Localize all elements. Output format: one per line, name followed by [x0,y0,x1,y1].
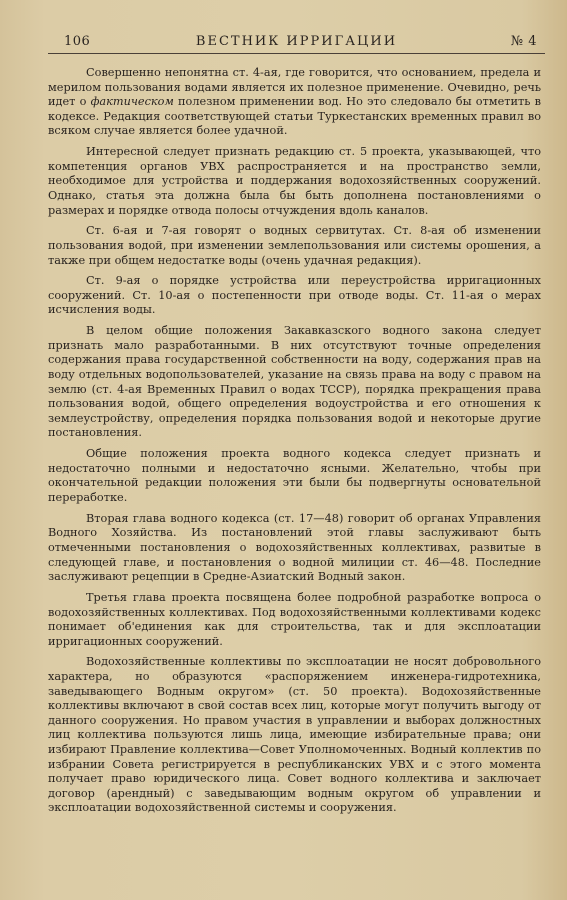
emphasized-word: фактическом [90,95,174,109]
paragraph: Общие положения проекта водного кодекса следует признать и недостаточно полными и недостаточно ясными. Желательно, чтобы при окончательной редакции положения эти были бы подвергнуты основательной переработке. [48,447,541,504]
paragraph: Ст. 9-ая о порядке устройства или переустройства ирригационных сооружений. Ст. 10-ая о постепенности при отводе воды. Ст. 11-ая о мерах исчисления воды. [48,274,541,317]
paragraph: Интересной следует признать редакцию ст. 5 проекта, указывающей, что компетенция органов УВХ распространяется и на пространство земли, необходимое для устройства и поддержания водохозяйственных сооружений. Однако, статья эта должна была бы быть дополнена постановлениями о размерах и порядке отвода полосы отчуждения вдоль каналов. [48,145,541,217]
paragraph: Водохозяйственные коллективы по эксплоатации не носят добровольного характера, но образуются «распоряжением инженера-гидротехника, заведывающего Водным округом» (ст. 50 проекта). Водохозяйственные коллективы включают в свой состав всех лиц, которые могут получить выгоду от данного сооружения. Но правом участия в управлении и выборах должностных лиц коллектива пользуются лишь лица, имеющие избирательные права; они избирают Правление коллектива—Совет Уполномоченных. Водный коллектив по избрании Совета регистрируется в республиканских УВХ и с этого момента получает право юридического лица. Совет водного коллектива и заключает договор (арендный) с заведывающим водным округом об управлении и эксплоатации водохозяйственной системы и сооружения. [48,655,541,815]
paragraph: Совершенно непонятна ст. 4-ая, где говорится, что основанием, предела и мерилом пользования водами является их полезное применение. Очевидно, речь идет о фактическом полезном применении вод. Но это следовало бы отметить в кодексе. Редакция соответствующей статьи Туркестанских временных правил во всяком случае является более удачной. [48,66,541,138]
page-number: 106 [64,34,91,49]
article-body [48,66,541,816]
page-header [48,34,545,54]
paragraph: Вторая глава водного кодекса (ст. 17—48) говорит об органах Управления Водного Хозяйства. Из постановлений этой главы заслуживают быть отмеченными постановления о водохозяйственных коллективах, развитые в следующей главе, и постановления о водной милиции ст. 46—48. Последние заслуживают рецепции в Средне-Азиатский Водный закон. [48,511,541,584]
paragraph: В целом общие положения Закавказского водного закона следует признать мало разработанными. В них отсутствуют точные определения содержания права государственной собственности на воду, содержания прав на воду отдельных водопользователей, указание на связь права на воду с правом на землю (ст. 4-ая Временных Правил о водах ТССР), порядка прекращения права пользования водой, общего определения водоустройства и его отношения к землеустройству, определения порядка пользования водой и некоторые другие постановления. [48,324,541,440]
issue-number: № 4 [510,34,537,49]
header-rule [48,53,545,54]
paragraph: Ст. 6-ая и 7-ая говорят о водных сервитутах. Ст. 8-ая об изменении пользования водой, при изменении землепользования или системы орошения, а также при общем недостатке воды (очень удачная редакция). [48,224,541,267]
journal-title: ВЕСТНИК ИРРИГАЦИИ [195,34,398,49]
paragraph: Третья глава проекта посвящена более подробной разработке вопроса о водохозяйственных коллективах. Под водохозяйственными коллективами кодекс понимает об'единения как для строительства, так и для эксплоатации ирригационных сооружений. [48,590,541,648]
